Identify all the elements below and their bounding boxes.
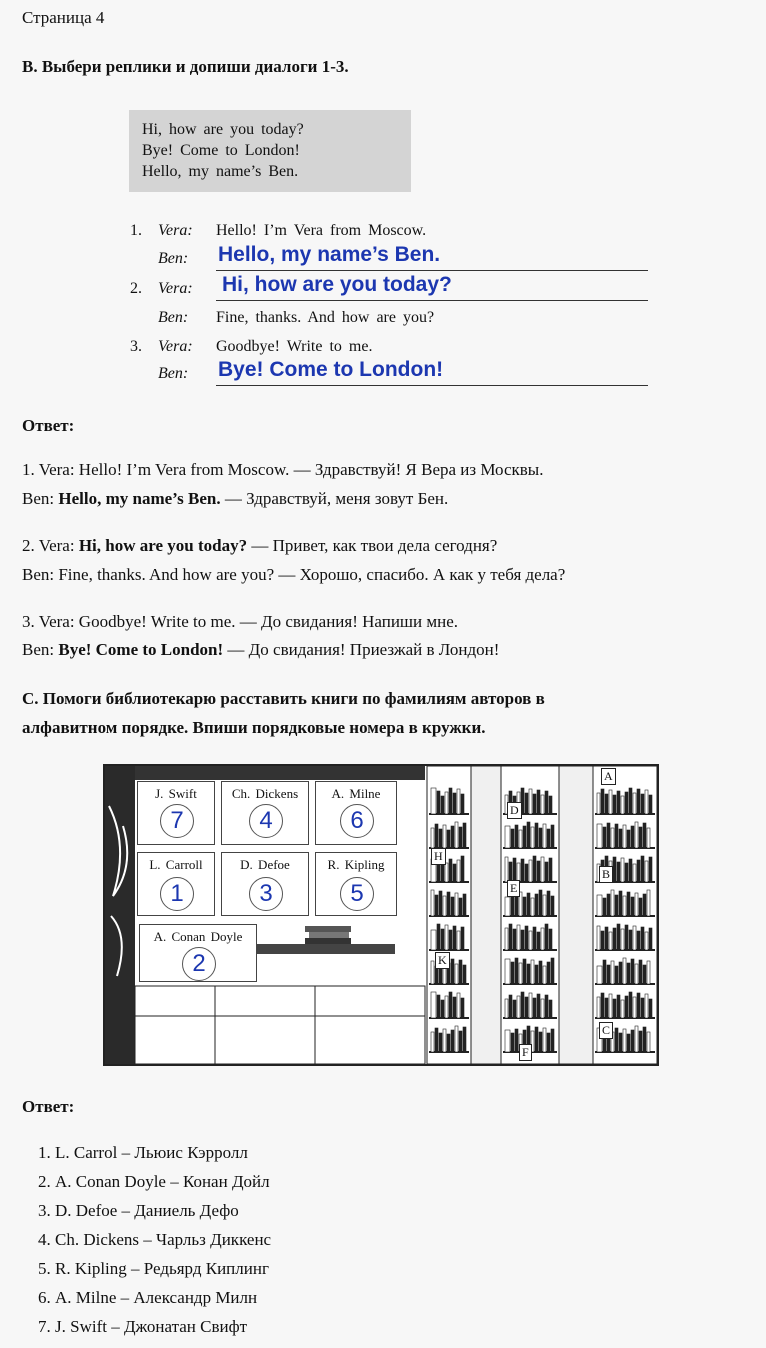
answer-line-b3: 2. Vera: Hi, how are you today? — Привет, как твои дела сегодня? xyxy=(22,536,498,555)
dialogue-number: 3. xyxy=(130,338,142,355)
answer-label-b: Ответ: xyxy=(22,416,75,435)
list-item: 5. R. Kipling – Редьярд Киплинг xyxy=(55,1254,271,1283)
phrase-3: Hello, my name’s Ben. xyxy=(142,163,299,180)
dialogue-number: 1. xyxy=(130,222,142,239)
author-card xyxy=(221,781,309,845)
shelf-tag-b: B xyxy=(599,866,613,883)
card-author: D. Defoe xyxy=(240,857,290,872)
section-b-heading: B. Выбери реплики и допиши диалоги 1-3. xyxy=(22,57,349,76)
phrase-box xyxy=(129,110,411,192)
answer-label-c: Ответ: xyxy=(22,1097,75,1116)
dialogue-answer: Bye! Come to London! xyxy=(218,358,444,381)
card-number: 1 xyxy=(160,877,194,911)
dialogue-speaker: Vera: xyxy=(158,338,193,355)
author-card xyxy=(315,781,397,845)
list-item: 4. Ch. Dickens – Чарльз Диккенс xyxy=(55,1225,271,1254)
card-number: 7 xyxy=(160,804,194,838)
author-card xyxy=(221,852,309,916)
author-card xyxy=(139,924,257,982)
card-number: 5 xyxy=(340,877,374,911)
dialogue-answer: Hi, how are you today? xyxy=(222,273,452,296)
shelf-tag-d: D xyxy=(507,802,522,819)
answer-line xyxy=(216,270,648,271)
answer-line-b2: Ben: Hello, my name’s Ben. — Здравствуй, меня зовут Бен. xyxy=(22,489,449,508)
card-author: A. Milne xyxy=(331,786,381,801)
card-number: 3 xyxy=(249,877,283,911)
shelf-tag-h: H xyxy=(431,848,446,865)
list-item: 2. A. Conan Doyle – Конан Дойл xyxy=(55,1167,271,1196)
library-illustration xyxy=(103,764,659,1066)
dialogue-speaker: Ben: xyxy=(158,365,189,382)
card-author: Ch. Dickens xyxy=(231,786,299,801)
dialogue-row xyxy=(120,358,660,391)
dialogue-speaker: Vera: xyxy=(158,280,193,297)
card-number: 6 xyxy=(340,804,374,838)
dialogue-answer: Hello, my name’s Ben. xyxy=(218,243,441,266)
answer-line xyxy=(216,385,648,386)
dialogue-text: Fine, thanks. And how are you? xyxy=(216,309,435,326)
list-item: 3. D. Defoe – Даниель Дефо xyxy=(55,1196,271,1225)
phrase-2: Bye! Come to London! xyxy=(142,142,300,159)
dialogue-text: Hello! I’m Vera from Moscow. xyxy=(216,222,427,239)
list-item: 7. J. Swift – Джонатан Свифт xyxy=(55,1312,271,1341)
answer-line-b4: Ben: Fine, thanks. And how are you? — Хорошо, спасибо. А как у тебя дела? xyxy=(22,565,566,584)
dialogue-speaker: Ben: xyxy=(158,250,189,267)
answer-line-b6: Ben: Bye! Come to London! — До свидания! Приезжай в Лондон! xyxy=(22,640,500,659)
dialogue-row xyxy=(120,273,660,306)
exercise-b-image xyxy=(120,105,660,395)
dialogue-number: 2. xyxy=(130,280,142,297)
answer-line-b5: 3. Vera: Goodbye! Write to me. — До свидания! Напиши мне. xyxy=(22,612,459,631)
answer-line xyxy=(216,300,648,301)
author-card xyxy=(137,852,215,916)
shelf-tag-c: C xyxy=(599,1022,613,1039)
list-item: 6. A. Milne – Александр Милн xyxy=(55,1283,271,1312)
dialogue-row xyxy=(120,309,660,335)
answer-list xyxy=(22,1138,271,1341)
phrase-1: Hi, how are you today? xyxy=(142,121,304,138)
card-author: J. Swift xyxy=(155,786,197,801)
dialogue-speaker: Vera: xyxy=(158,222,193,239)
card-number: 2 xyxy=(182,947,216,981)
shelf-tag-e: E xyxy=(507,880,520,897)
card-number: 4 xyxy=(249,804,283,838)
section-c-heading: C. Помоги библиотекарю расставить книги по фамилиям авторов в алфавитном порядке. Впиши порядковые номера в кружки. xyxy=(22,689,545,737)
card-author: R. Kipling xyxy=(327,857,385,872)
list-item: 1. L. Carrol – Льюис Кэрролл xyxy=(55,1138,271,1167)
answer-line-b1: 1. Vera: Hello! I’m Vera from Moscow. — Здравствуй! Я Вера из Москвы. xyxy=(22,460,544,479)
card-author: L. Carroll xyxy=(149,857,203,872)
shelf-tag-a: A xyxy=(601,768,616,785)
card-author: A. Conan Doyle xyxy=(153,929,243,944)
dialogue-speaker: Ben: xyxy=(158,309,189,326)
author-card xyxy=(315,852,397,916)
shelf-tag-f: F xyxy=(519,1044,532,1061)
shelf-tag-k: K xyxy=(435,952,450,969)
page-label: Страница 4 xyxy=(22,8,105,27)
author-card xyxy=(137,781,215,845)
dialogue-text: Goodbye! Write to me. xyxy=(216,338,373,355)
